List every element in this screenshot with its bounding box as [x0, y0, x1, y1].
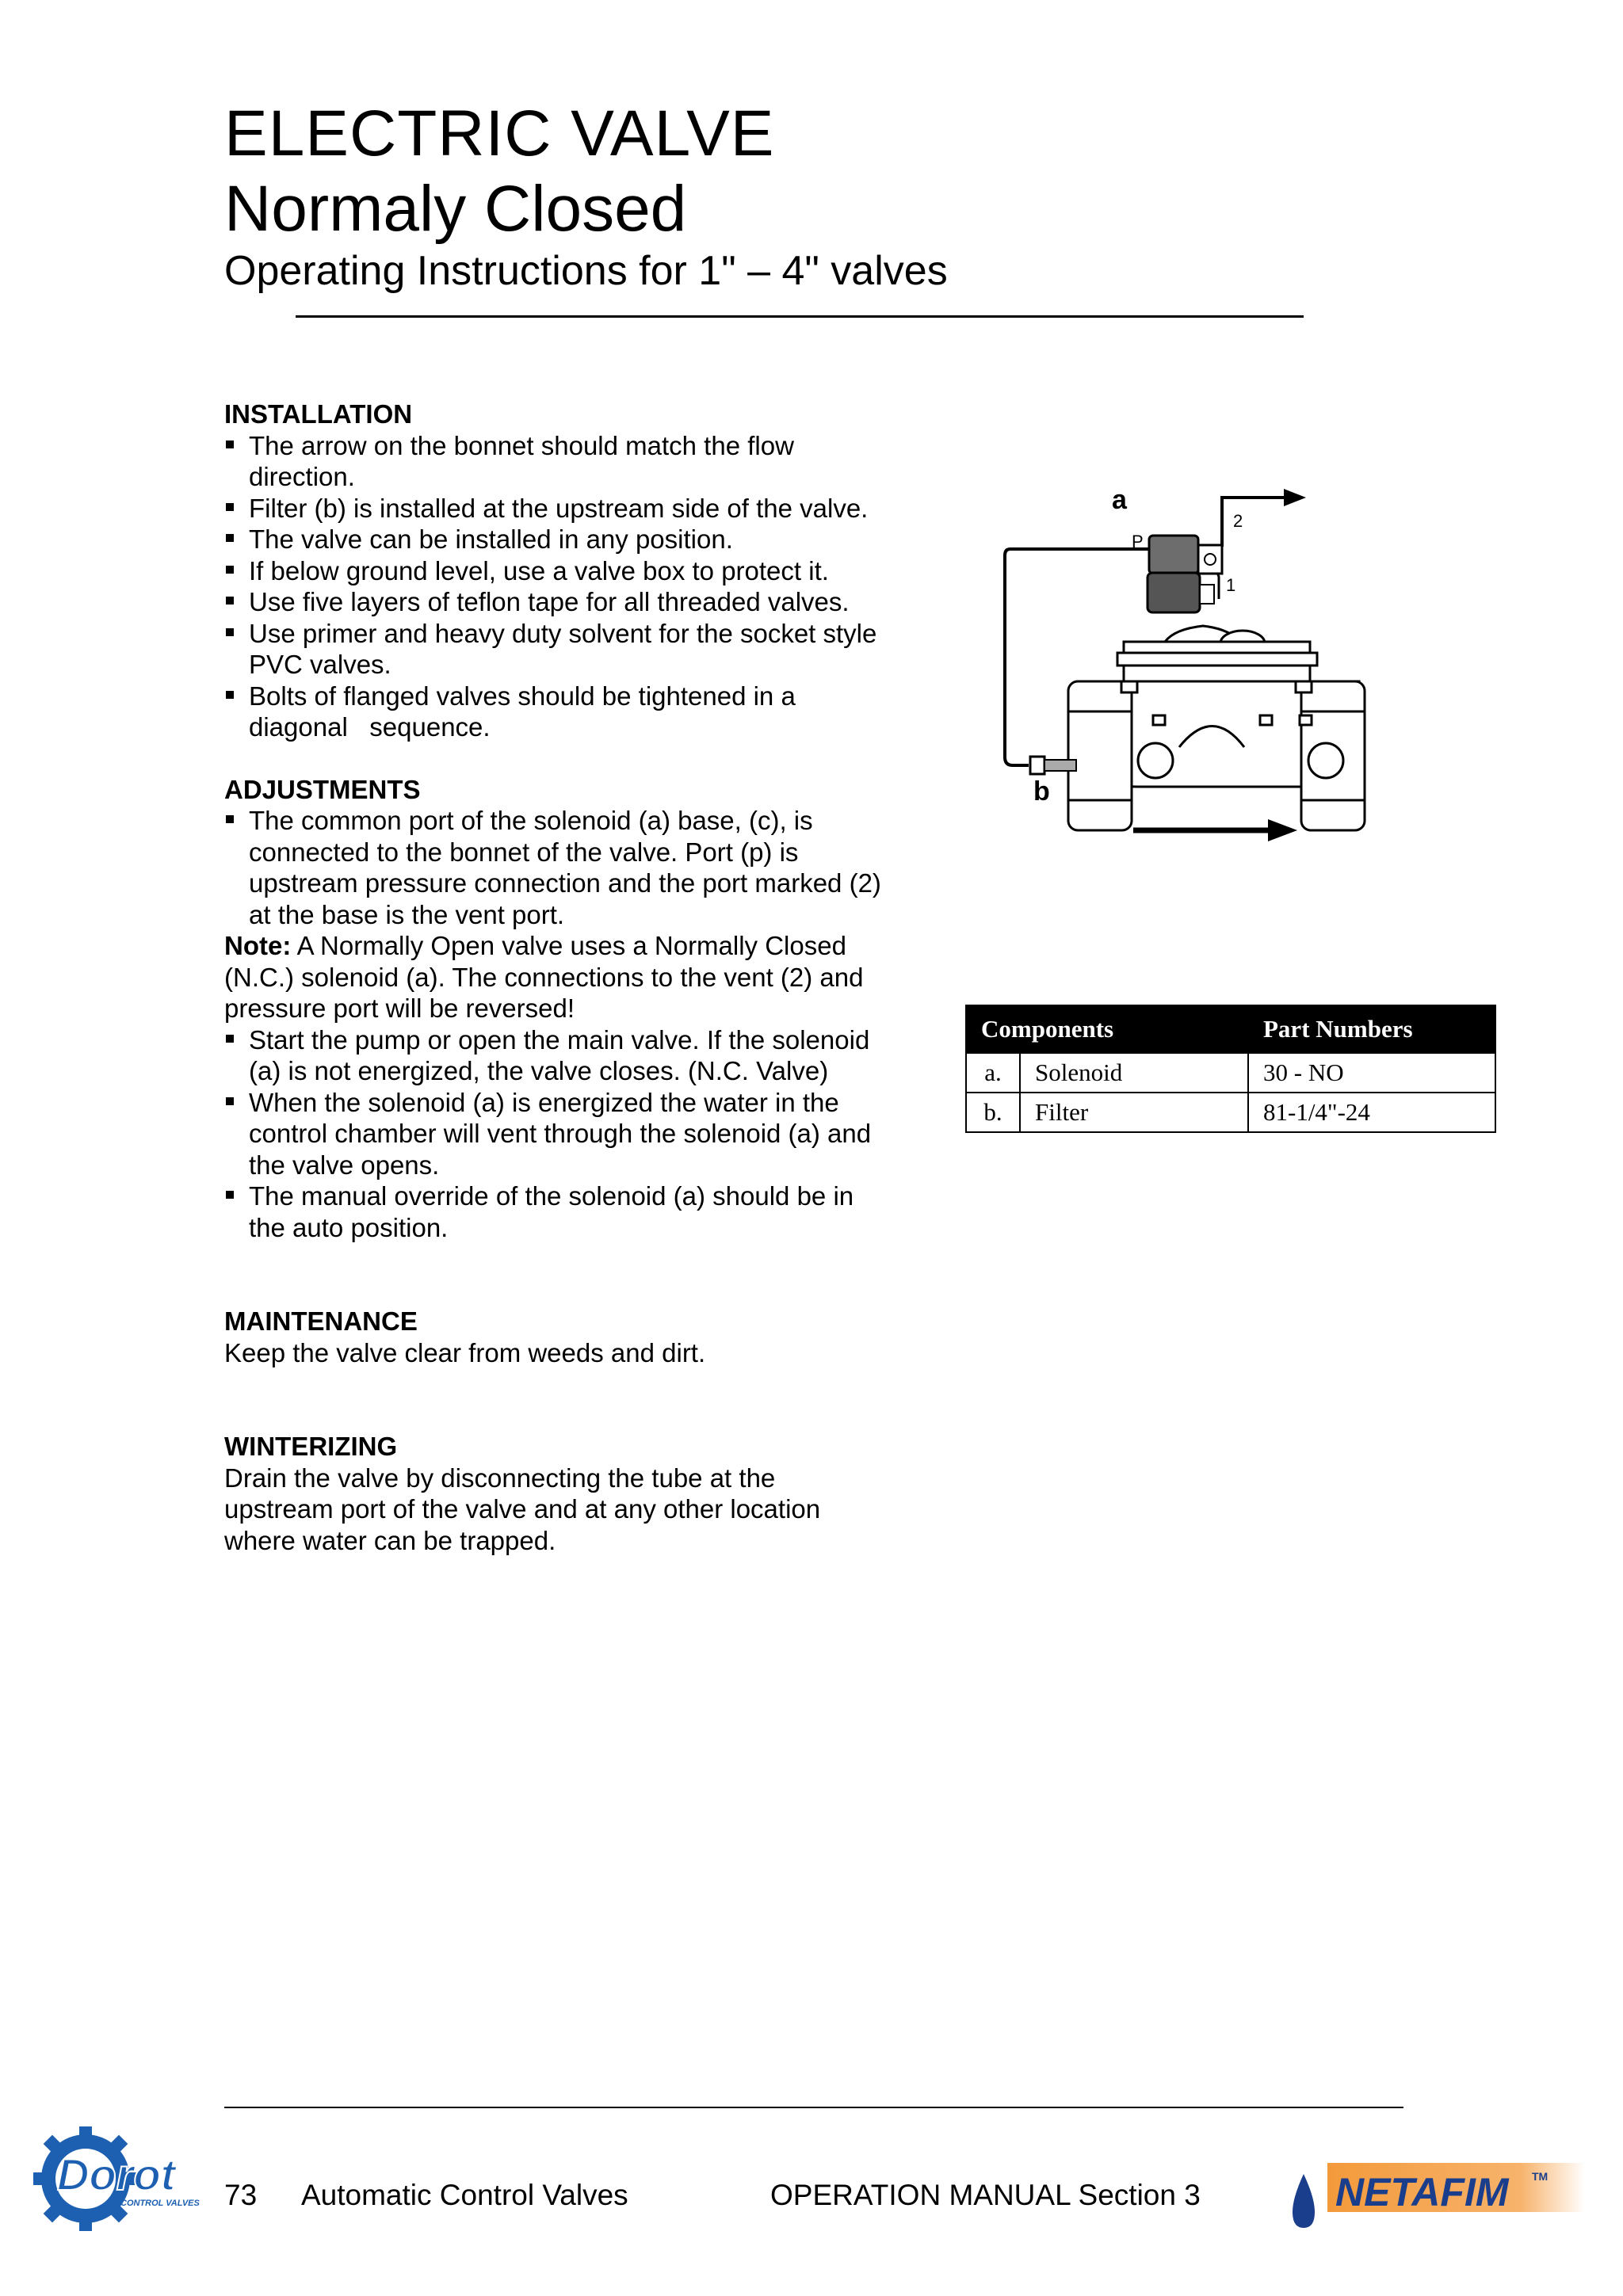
maintenance-text: Keep the valve clear from weeds and dirt. [224, 1337, 706, 1367]
valve-body-icon [1068, 626, 1365, 830]
bullet-icon [226, 566, 234, 574]
label-p: P [1132, 532, 1144, 551]
installation-heading: INSTALLATION [224, 399, 413, 429]
table-header-row [966, 1005, 1495, 1053]
list-item [224, 524, 890, 555]
label-a: a [1112, 485, 1127, 515]
adjustments-list-continued [224, 1024, 890, 1244]
dorot-logo-text: Dorot [57, 2149, 176, 2199]
label-b: b [1033, 776, 1050, 807]
list-item [224, 1024, 890, 1087]
adjustments-heading: ADJUSTMENTS [224, 774, 421, 804]
page-number: 73 [224, 2179, 258, 2211]
list-item [224, 493, 890, 524]
bullet-icon [226, 1191, 234, 1199]
bullet-icon [226, 691, 234, 699]
valve-diagram [999, 474, 1426, 846]
note-text: A Normally Open valve uses a Normally Closed (N.C.) solenoid (a). The connections to the vent (2) and pressure port will be reversed! [224, 931, 864, 1023]
list-item-text: The arrow on the bonnet should match the flow direction. [249, 430, 794, 491]
row-component: Solenoid [1020, 1053, 1248, 1093]
list-item-text: When the solenoid (a) is energized the water in the control chamber will vent through the solenoid (a) and the valve opens. [249, 1087, 872, 1180]
netafim-logo-text: NETAFIM [1335, 2170, 1509, 2214]
adjustments-list [224, 805, 890, 930]
table-row [966, 1093, 1495, 1132]
vent-tube [1222, 498, 1284, 547]
row-component: Filter [1020, 1093, 1248, 1132]
list-item [224, 1180, 890, 1243]
dorot-logo-subtext: CONTROL VALVES [120, 2199, 200, 2208]
water-drop-icon [1293, 2174, 1315, 2228]
list-item-text: If below ground level, use a valve box to protect it. [249, 555, 829, 585]
bullet-icon [226, 628, 234, 636]
page-title: ELECTRIC VALVE [224, 97, 775, 170]
dorot-logo [32, 2123, 222, 2234]
row-part-number: 30 - NO [1248, 1053, 1495, 1093]
footer-divider [224, 2107, 1403, 2108]
label-2: 2 [1233, 511, 1243, 531]
bullet-icon [226, 1035, 234, 1043]
label-1: 1 [1226, 575, 1236, 595]
list-item [224, 805, 890, 930]
list-item-text: Filter (b) is installed at the upstream side of the valve. [249, 493, 869, 523]
list-item-text: Bolts of flanged valves should be tightened in a diagonal sequence. [249, 681, 803, 742]
list-item-text: Start the pump or open the main valve. If the solenoid (a) is not energized, the valve closes. (N.C. Valve) [249, 1024, 870, 1085]
filter-icon [1030, 757, 1076, 774]
row-part-number: 81-1/4"-24 [1248, 1093, 1495, 1132]
bullet-icon [226, 534, 234, 542]
table-row [966, 1053, 1495, 1093]
footer-right-text: OPERATION MANUAL Section 3 [770, 2179, 1201, 2211]
list-item-text: The manual override of the solenoid (a) should be in the auto position. [249, 1181, 854, 1242]
vent-arrow-icon [1284, 489, 1306, 506]
flow-arrow-icon [1268, 819, 1297, 841]
header-divider [296, 315, 1304, 318]
list-item [224, 1087, 890, 1181]
list-item-text: Use five layers of teflon tape for all threaded valves. [249, 587, 850, 616]
list-item [224, 555, 890, 587]
note-label: Note: [224, 931, 292, 960]
header-components: Components [966, 1005, 1248, 1053]
netafim-logo [1280, 2160, 1585, 2239]
bullet-icon [226, 1097, 234, 1105]
list-item [224, 586, 890, 618]
page-subtitle: Operating Instructions for 1" – 4" valves [224, 248, 948, 294]
footer-left-text: Automatic Control Valves [301, 2179, 628, 2211]
list-item [224, 681, 890, 743]
list-item-text: Use primer and heavy duty solvent for the socket style PVC valves. [249, 618, 877, 679]
bullet-icon [226, 441, 234, 448]
instructions-column [224, 399, 890, 1556]
bullet-icon [226, 503, 234, 511]
bullet-icon [226, 815, 234, 823]
maintenance-heading: MAINTENANCE [224, 1306, 418, 1336]
row-index: b. [966, 1093, 1020, 1132]
adjustments-note [224, 930, 890, 1024]
list-item-text: The valve can be installed in any position. [249, 524, 733, 554]
bullet-icon [226, 597, 234, 605]
installation-list [224, 430, 890, 743]
winterizing-text: Drain the valve by disconnecting the tube at the upstream port of the valve and at any other location where water can be trapped. [224, 1463, 821, 1555]
page-title-line2: Normaly Closed [224, 173, 687, 245]
netafim-tm: TM [1532, 2170, 1549, 2183]
winterizing-heading: WINTERIZING [224, 1432, 398, 1461]
list-item [224, 618, 890, 681]
solenoid-icon [1148, 536, 1222, 612]
row-index: a. [966, 1053, 1020, 1093]
list-item-text: The common port of the solenoid (a) base, (c), is connected to the bonnet of the valve. Port (p) is upstream pressure connection and the port marked (2) at the base is the vent port. [249, 806, 881, 929]
header-part-numbers: Part Numbers [1248, 1005, 1495, 1053]
list-item [224, 430, 890, 493]
parts-table [965, 1005, 1496, 1133]
